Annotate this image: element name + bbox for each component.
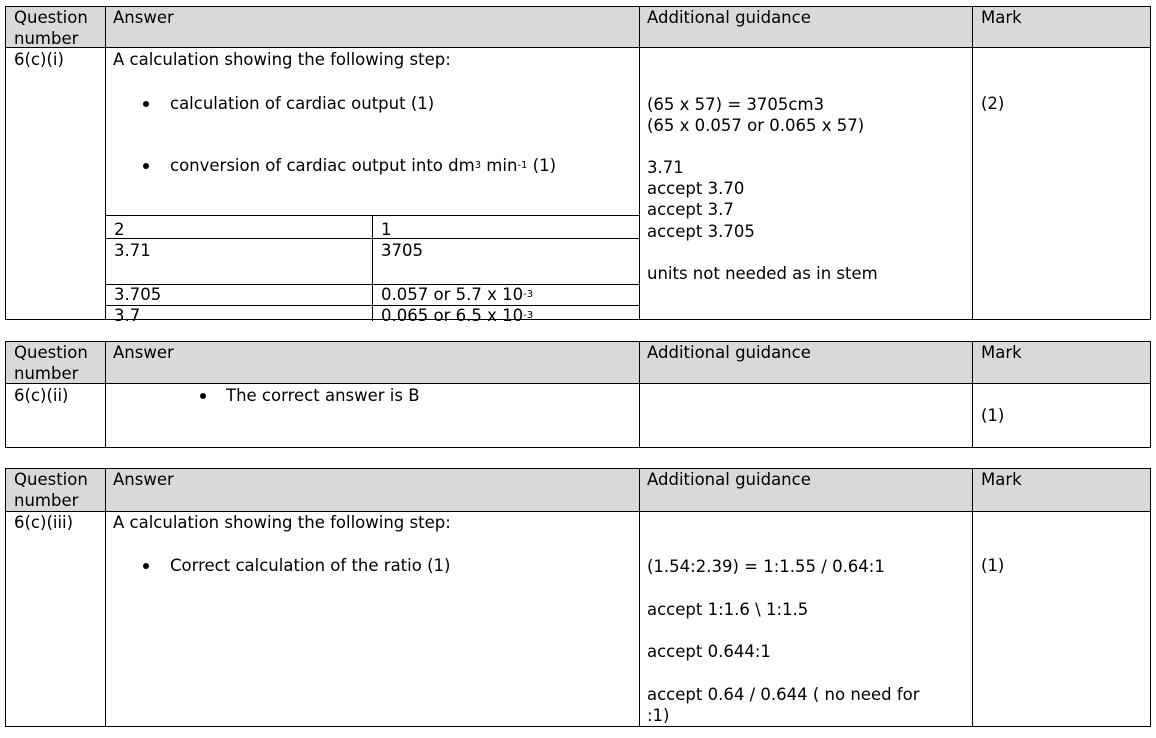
answer-bullet-1: calculation of cardiac output (1) — [170, 94, 435, 113]
header-answer: Answer — [113, 343, 174, 362]
bullet-icon — [143, 163, 149, 169]
column-divider — [639, 342, 640, 447]
guidance-line: (65 x 57) = 3705cm3 — [647, 95, 825, 114]
column-divider — [972, 7, 973, 319]
bullet-icon — [200, 393, 206, 399]
answer-intro: A calculation showing the following step: — [113, 50, 451, 69]
question-number: 6(c)(ii) — [14, 386, 69, 405]
guidance-line: :1) — [647, 706, 670, 725]
subtable-cell: 1 — [381, 220, 392, 239]
mark-scheme-table-6ciii — [5, 468, 1151, 727]
column-divider — [639, 469, 640, 726]
table-header-row — [6, 469, 1150, 512]
column-divider — [105, 342, 106, 447]
table-header-row — [6, 342, 1150, 384]
guidance-line: accept 0.644:1 — [647, 642, 771, 661]
answer-bullet-2-text: (1) — [527, 156, 557, 175]
guidance-line: (65 x 0.057 or 0.065 x 57) — [647, 116, 865, 135]
subtable-cell — [381, 284, 533, 305]
subtable-cell: 3705 — [381, 241, 423, 260]
mark-scheme-table-6ci — [5, 6, 1151, 325]
superscript: 3 — [474, 160, 482, 171]
header-additional-guidance: Additional guidance — [647, 343, 811, 362]
column-divider — [105, 469, 106, 726]
superscript: -3 — [523, 310, 534, 321]
guidance-line: units not needed as in stem — [647, 264, 878, 283]
guidance-line: accept 3.705 — [647, 222, 755, 241]
superscript: -3 — [523, 289, 534, 300]
guidance-line: accept 3.70 — [647, 179, 745, 198]
answer-intro: A calculation showing the following step: — [113, 513, 451, 532]
answer-bullet: Correct calculation of the ratio (1) — [170, 556, 451, 575]
mark-value: (1) — [981, 556, 1005, 575]
subtable-cell — [381, 305, 533, 326]
mark-value: (2) — [981, 94, 1005, 113]
bullet-icon — [143, 563, 149, 569]
subtable-cell: 3.7 — [114, 306, 141, 325]
header-mark: Mark — [981, 470, 1022, 489]
header-answer: Answer — [113, 470, 174, 489]
header-mark: Mark — [981, 8, 1022, 27]
question-number: 6(c)(iii) — [14, 513, 74, 532]
subtable-cell: 2 — [114, 220, 125, 239]
column-divider — [639, 7, 640, 319]
bullet-icon — [143, 101, 149, 107]
guidance-line: 3.71 — [647, 158, 684, 177]
question-number: 6(c)(i) — [14, 50, 64, 69]
guidance-line: accept 3.7 — [647, 200, 734, 219]
subtable-cell: 3.71 — [114, 241, 151, 260]
subtable-cell-text: 0.057 or 5.7 x 10 — [381, 285, 524, 304]
header-additional-guidance: Additional guidance — [647, 470, 811, 489]
header-question-number: Question number — [14, 8, 88, 48]
header-answer: Answer — [113, 8, 174, 27]
mark-value: (1) — [981, 406, 1005, 425]
answer-bullet-2-text: conversion of cardiac output into dm — [170, 156, 475, 175]
answer-bullet-2 — [170, 155, 556, 176]
answer-bullet: The correct answer is B — [226, 386, 420, 405]
superscript: -1 — [517, 160, 528, 171]
table-header-row — [6, 7, 1150, 48]
column-divider — [372, 216, 373, 321]
alternative-answers-table — [106, 215, 639, 325]
subtable-cell-text: 0.065 or 6.5 x 10 — [381, 306, 524, 325]
guidance-line: accept 1:1.6 \ 1:1.5 — [647, 600, 809, 619]
header-question-number: Question number — [14, 470, 88, 510]
header-mark: Mark — [981, 343, 1022, 362]
column-divider — [972, 469, 973, 726]
guidance-line: (1.54:2.39) = 1:1.55 / 0.64:1 — [647, 557, 885, 576]
answer-bullet-2-text: min — [481, 156, 518, 175]
header-additional-guidance: Additional guidance — [647, 8, 811, 27]
subtable-cell: 3.705 — [114, 285, 162, 304]
header-question-number: Question number — [14, 343, 88, 383]
column-divider — [972, 342, 973, 447]
mark-scheme-table-6cii — [5, 341, 1151, 448]
guidance-line: accept 0.64 / 0.644 ( no need for — [647, 685, 920, 704]
